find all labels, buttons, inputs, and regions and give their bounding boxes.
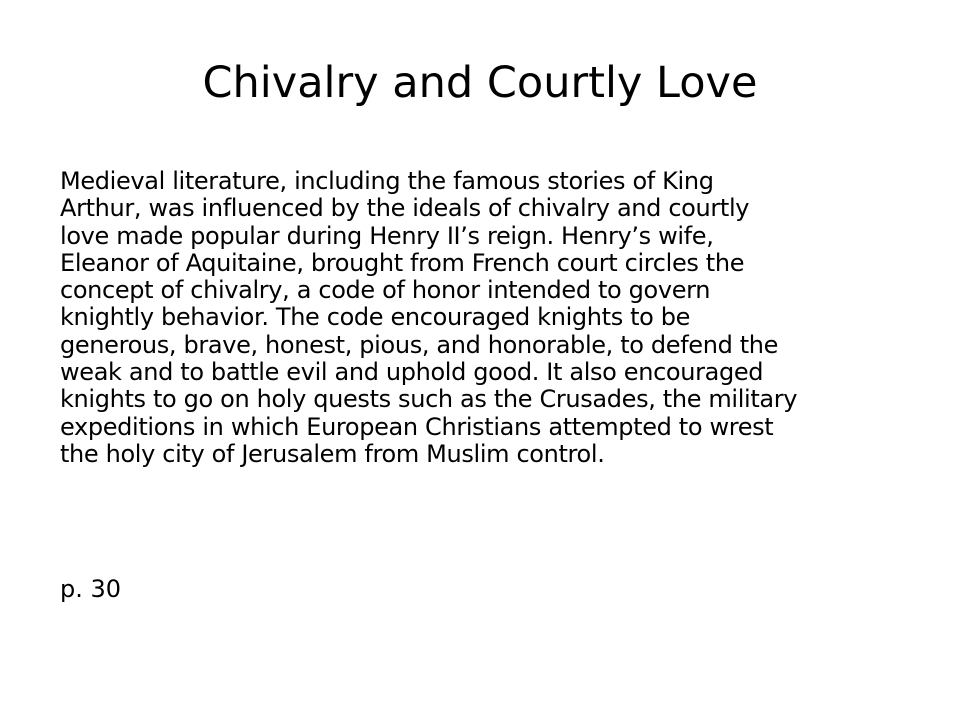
body-line: Eleanor of Aquitaine, brought from French court circles the (60, 248, 745, 277)
body-line: concept of chivalry, a code of honor intended to govern (60, 276, 711, 305)
body-line: love made popular during Henry II’s reign. Henry’s wife, (60, 221, 714, 250)
body-line: knights to go on holy quests such as the Crusades, the military (60, 385, 798, 414)
body-line: expeditions in which European Christians attempted to wrest (60, 412, 774, 441)
body-line: knightly behavior. The code encouraged knights to be (60, 303, 691, 332)
body-line: the holy city of Jerusalem from Muslim control. (60, 439, 605, 468)
body-line: Medieval literature, including the famous stories of King (60, 167, 714, 195)
body-paragraph (60, 168, 905, 468)
body-line: generous, brave, honest, pious, and honorable, to defend the (60, 330, 779, 359)
page-reference: p. 30 (60, 575, 122, 603)
body-line: weak and to battle evil and uphold good. It also encouraged (60, 358, 764, 387)
slide-title: Chivalry and Courtly Love (202, 58, 758, 108)
body-line: Arthur, was influenced by the ideals of chivalry and courtly (60, 194, 750, 223)
